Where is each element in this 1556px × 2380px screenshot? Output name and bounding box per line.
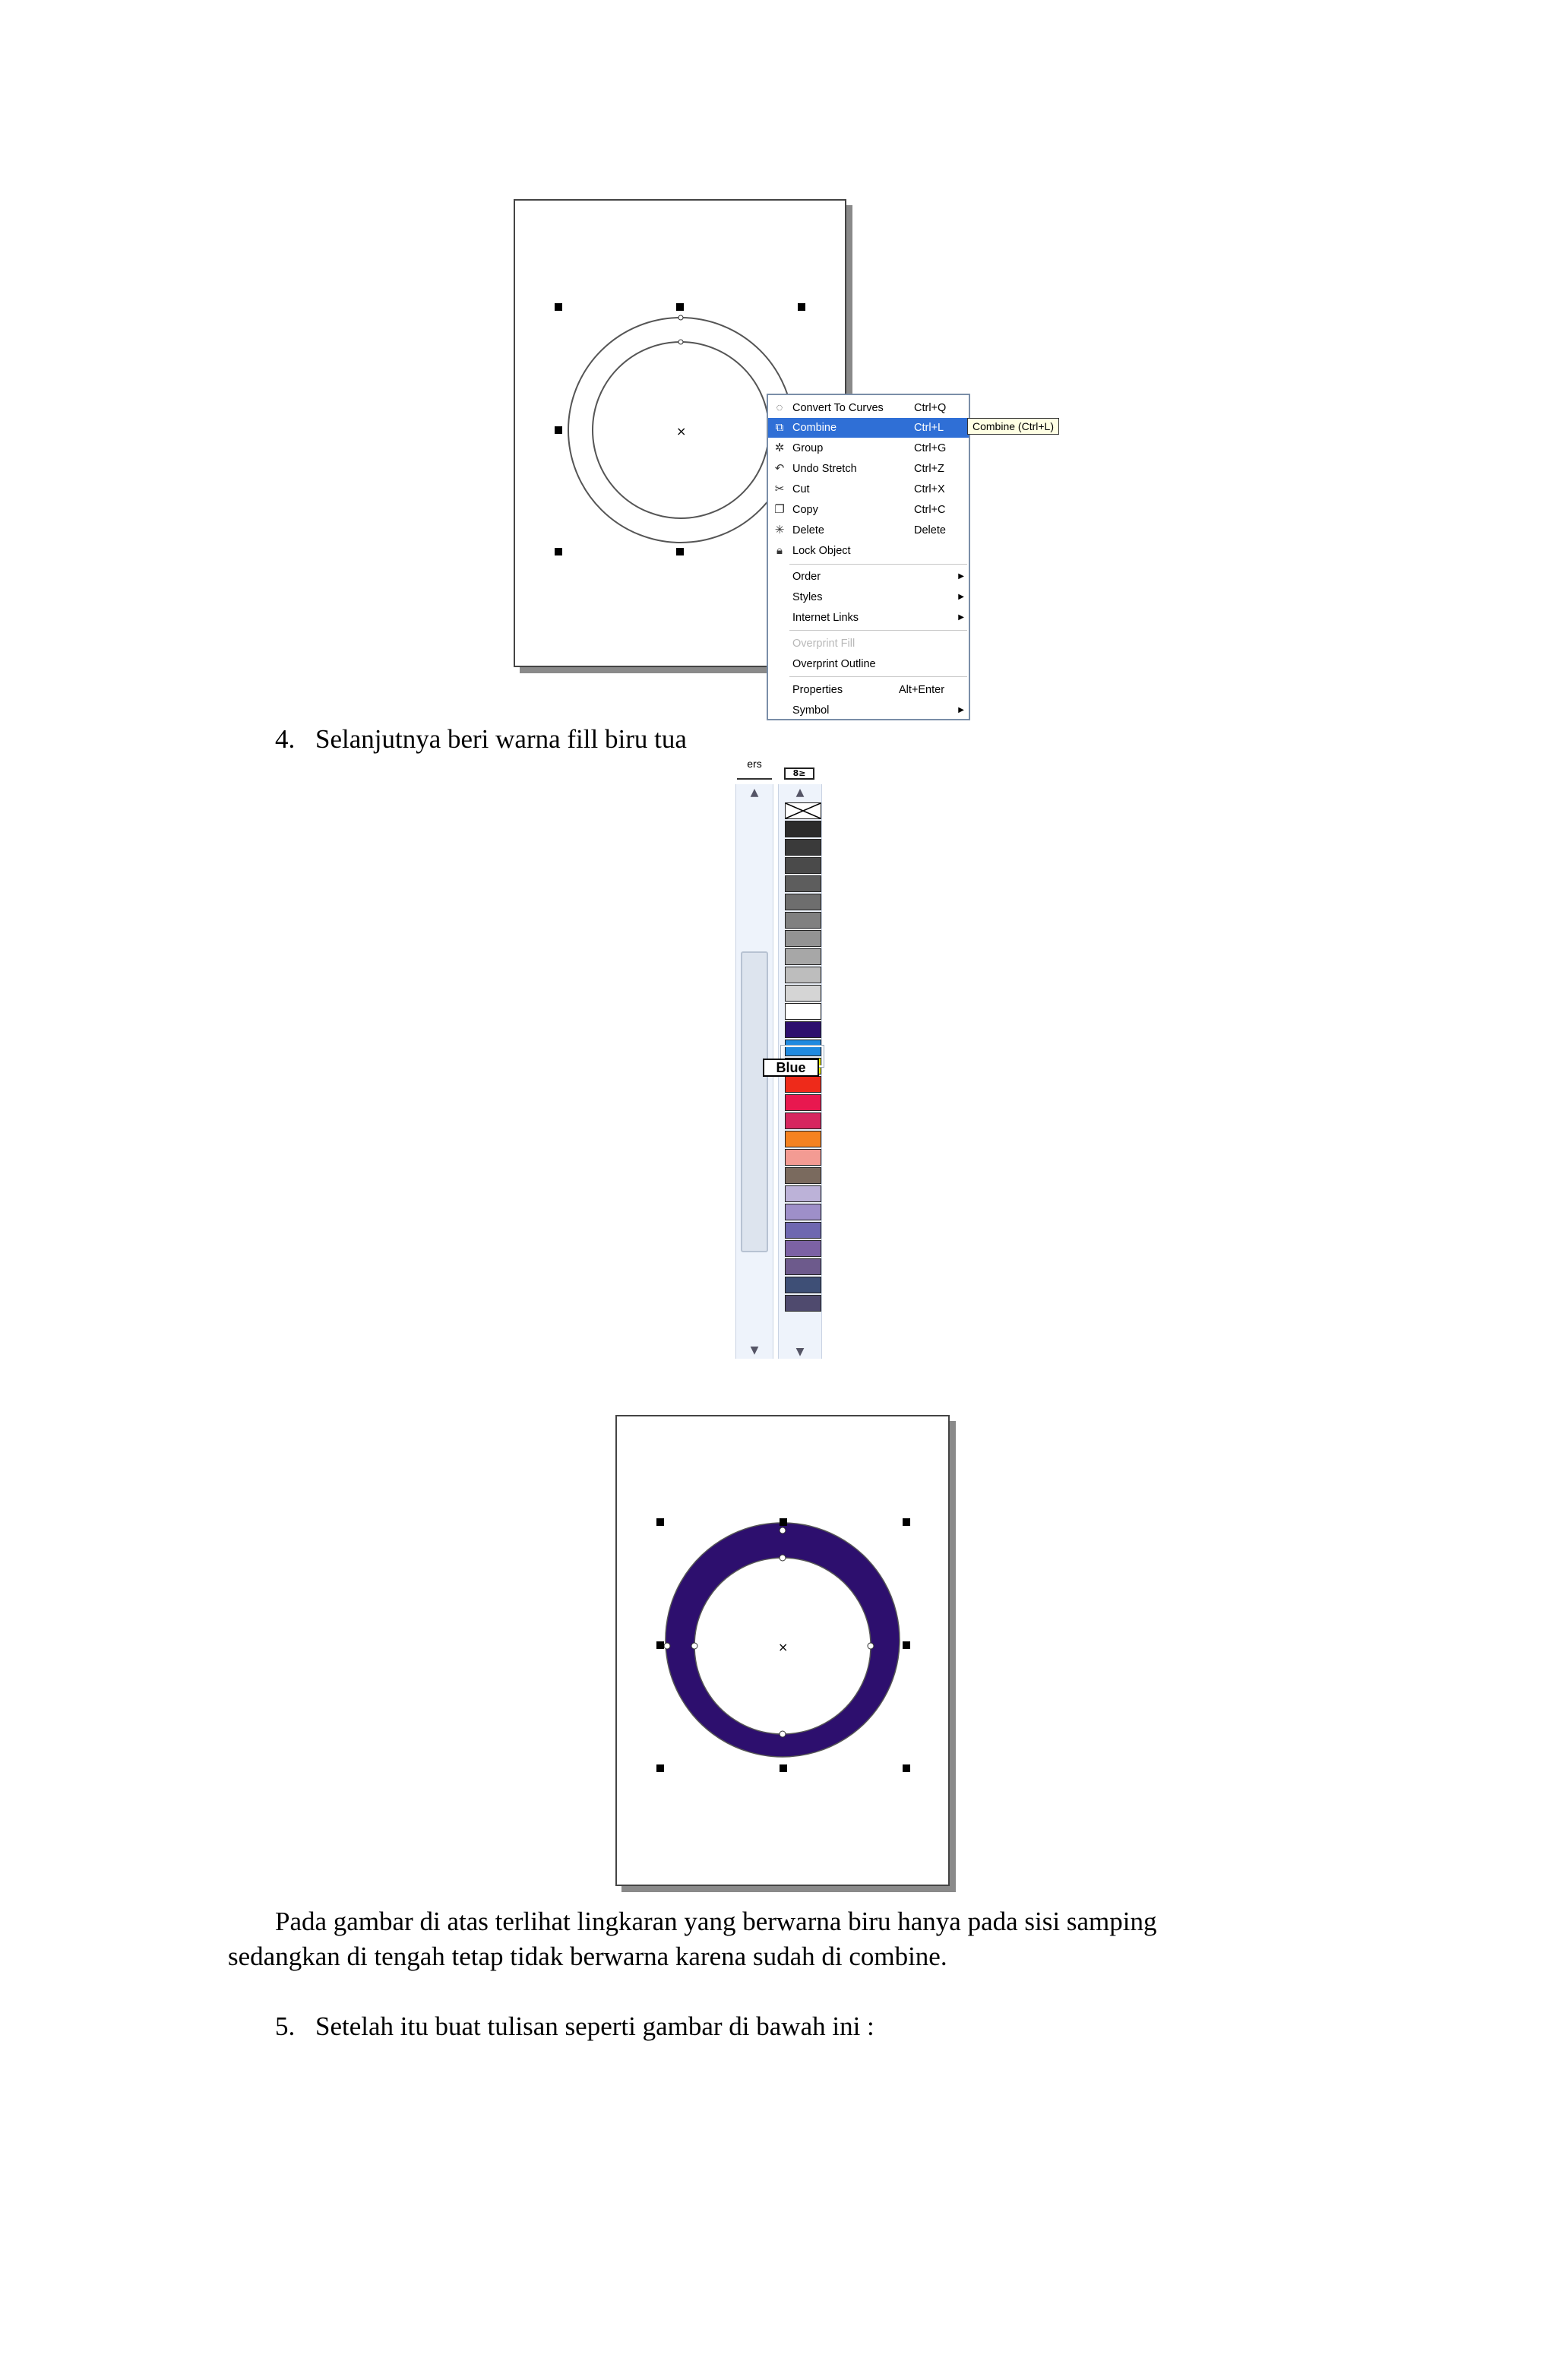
node (868, 1643, 874, 1649)
palette-swatch[interactable] (785, 1204, 821, 1220)
selection-handle[interactable] (676, 303, 684, 311)
submenu-arrow-icon: ▶ (958, 572, 964, 581)
node (678, 340, 683, 344)
palette-swatch[interactable] (785, 985, 821, 1002)
palette-swatch[interactable] (785, 948, 821, 965)
menu-item-internet-links[interactable]: Internet Links ▶ (792, 612, 964, 624)
combine-icon: ⧉ (775, 421, 784, 434)
step-4 (275, 722, 687, 757)
palette-swatch[interactable] (785, 1021, 821, 1038)
copy-icon: ❐ (774, 503, 785, 516)
scroll-down-arrow-icon[interactable]: ▼ (750, 1344, 759, 1356)
menu-item-delete[interactable]: ✳ Delete Delete (768, 521, 969, 540)
palette-swatch[interactable] (785, 1295, 821, 1312)
paragraph-line-1: Pada gambar di atas terlihat lingkaran yang berwarna biru hanya pada sisi samping (275, 1907, 1157, 1936)
menu-item-symbol[interactable]: Symbol ▶ (792, 704, 964, 717)
swatch-no-color[interactable] (785, 802, 821, 819)
selection-handle[interactable] (903, 1764, 910, 1772)
selection-handle[interactable] (656, 1641, 664, 1649)
filled-ring (615, 1415, 950, 1886)
submenu-arrow-icon: ▶ (958, 613, 964, 622)
palette-swatch[interactable] (785, 894, 821, 910)
no-color-x-icon (786, 803, 821, 818)
palette-swatch[interactable] (785, 1277, 821, 1293)
undo-stretch-icon: ↶ (774, 462, 785, 475)
palette-swatch[interactable] (785, 1222, 821, 1239)
node (664, 1643, 670, 1649)
menu-item-lock-object[interactable]: 🔒︎ Lock Object (768, 541, 969, 561)
palette-swatch[interactable] (785, 1003, 821, 1020)
palette-swatch[interactable] (785, 1131, 821, 1147)
center-mark: × (676, 424, 687, 438)
palette-swatch[interactable] (785, 875, 821, 892)
palette-scroll-down-icon[interactable]: ▼ (795, 1346, 805, 1358)
selection-handle[interactable] (656, 1764, 664, 1772)
step-number: 5. (275, 2011, 296, 2041)
palette-swatch[interactable] (785, 1094, 821, 1111)
convert-to-curves-icon: ◌ (776, 401, 783, 414)
selection-handle[interactable] (903, 1641, 910, 1649)
menu-item-undo-stretch[interactable]: ↶ Undo Stretch Ctrl+Z (768, 459, 969, 479)
palette-swatch[interactable] (785, 1076, 821, 1093)
selection-handle[interactable] (780, 1764, 787, 1772)
palette-swatch[interactable] (785, 857, 821, 874)
paragraph-line-2: sedangkan di tengah tetap tidak berwarna karena sudah di combine. (228, 1942, 947, 1971)
menu-separator (789, 676, 967, 677)
menu-item-convert-to-curves[interactable]: ◌ Convert To Curves Ctrl+Q (768, 398, 969, 418)
menu-item-overprint-fill: Overprint Fill (792, 638, 855, 650)
palette-scroll-up-icon[interactable]: ▲ (795, 786, 805, 799)
selection-handle[interactable] (798, 303, 805, 311)
menu-item-combine[interactable]: ⧉ Combine Ctrl+L (768, 418, 969, 438)
palette-menu-button[interactable]: 8≥ (784, 767, 814, 780)
menu-item-styles[interactable]: Styles ▶ (792, 591, 964, 603)
menu-item-copy[interactable]: ❐ Copy Ctrl+C (768, 500, 969, 520)
palette-swatch[interactable] (785, 839, 821, 856)
palette-swatch[interactable] (785, 912, 821, 929)
step-text: Setelah itu buat tulisan seperti gambar di bawah ini : (315, 2011, 874, 2041)
context-menu (767, 394, 970, 720)
blue-tooltip: Blue (763, 1059, 819, 1077)
selection-handle[interactable] (555, 303, 562, 311)
lock-icon: 🔒︎ (776, 544, 783, 557)
palette-swatch[interactable] (785, 1258, 821, 1275)
node (780, 1731, 786, 1737)
selection-handle[interactable] (656, 1518, 664, 1526)
node (780, 1527, 786, 1533)
palette-swatch[interactable] (785, 930, 821, 947)
cut-icon: ✂ (774, 483, 785, 495)
menu-separator (789, 630, 967, 631)
menu-item-cut[interactable]: ✂ Cut Ctrl+X (768, 479, 969, 499)
node (678, 315, 683, 320)
node (691, 1643, 697, 1649)
scrollbar-thumb[interactable] (741, 951, 768, 1252)
selection-handle[interactable] (555, 548, 562, 555)
menu-item-group[interactable]: ✲ Group Ctrl+G (768, 438, 969, 458)
docker-tab-label: ers (737, 758, 772, 780)
palette-swatch[interactable] (785, 1112, 821, 1129)
palette-swatch[interactable] (785, 1240, 821, 1257)
step-5 (275, 2009, 874, 2044)
menu-separator (789, 564, 967, 565)
palette-swatch[interactable] (785, 1149, 821, 1166)
menu-item-properties[interactable]: Properties Alt+Enter (792, 684, 945, 696)
submenu-arrow-icon: ▶ (958, 593, 964, 601)
selection-handle[interactable] (555, 426, 562, 434)
selection-handle[interactable] (676, 548, 684, 555)
node (780, 1555, 786, 1561)
palette-swatch[interactable] (785, 1167, 821, 1184)
scroll-up-arrow-icon[interactable]: ▲ (750, 786, 759, 799)
palette-swatch[interactable] (785, 967, 821, 983)
menu-item-order[interactable]: Order ▶ (792, 571, 964, 583)
submenu-arrow-icon: ▶ (958, 706, 964, 714)
delete-icon: ✳ (774, 524, 785, 536)
combine-tooltip: Combine (Ctrl+L) (967, 418, 1059, 435)
menu-item-overprint-outline[interactable]: Overprint Outline (792, 658, 876, 670)
step-text: Selanjutnya beri warna fill biru tua (315, 724, 687, 754)
palette-swatch[interactable] (785, 821, 821, 837)
palette-swatch[interactable] (785, 1185, 821, 1202)
center-mark: × (778, 1640, 789, 1654)
step-number: 4. (275, 724, 296, 754)
selection-handle[interactable] (903, 1518, 910, 1526)
selection-handle[interactable] (780, 1518, 787, 1526)
group-icon: ✲ (774, 442, 785, 454)
